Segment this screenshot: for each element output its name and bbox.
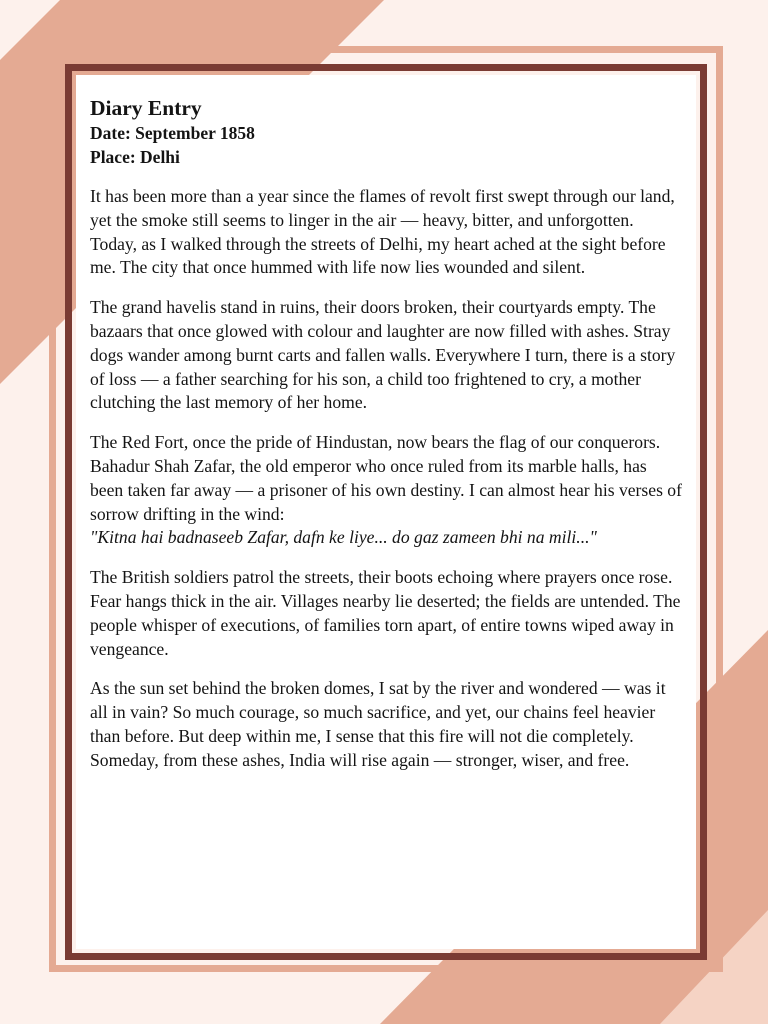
paragraph-3-text: The Red Fort, once the pride of Hindustan, now bears the flag of our conquerors. Bahadur Shah Zafar, the old emperor who once ruled from its marble halls, has been taken far away — a prisoner of his own destiny. I can almost hear his verses of sorrow drifting in the wind: <box>90 432 682 524</box>
diary-page <box>76 75 696 949</box>
date-line: Date: September 1858 <box>90 123 255 143</box>
zafar-quote: "Kitna hai badnaseeb Zafar, dafn ke liye... do gaz zameen bhi na mili..." <box>90 527 597 548</box>
paragraph-4: The British soldiers patrol the streets, their boots echoing where prayers once rose. Fear hangs thick in the air. Villages nearby lie deserted; the fields are untended. The people whisper of executions, of families torn apart, of entire towns wiped away in vengeance. <box>90 567 681 659</box>
paragraph-3 <box>90 431 682 550</box>
paragraph-2: The grand havelis stand in ruins, their doors broken, their courtyards empty. The bazaars that once glowed with colour and laughter are now filled with ashes. Stray dogs wander among burnt carts and fallen walls. Everywhere I turn, there is a story of loss — a father searching for his son, a child too frightened to cry, a mother clutching the last memory of her home. <box>90 297 676 413</box>
diary-title: Diary Entry <box>90 96 202 120</box>
place-line: Place: Delhi <box>90 147 180 167</box>
paragraph-1: It has been more than a year since the flames of revolt first swept through our land, yet the smoke still seems to linger in the air — heavy, bitter, and unforgotten. Today, as I walked through the streets of Delhi, my heart ached at the sight before me. The city that once hummed with life now lies wounded and silent. <box>90 186 675 278</box>
paragraph-5: As the sun set behind the broken domes, I sat by the river and wondered — was it all in vain? So much courage, so much sacrifice, and yet, our chains feel heavier than before. But deep within me, I sense that this fire will not die completely. Someday, from these ashes, India will rise again — stronger, wiser, and free. <box>90 678 666 770</box>
